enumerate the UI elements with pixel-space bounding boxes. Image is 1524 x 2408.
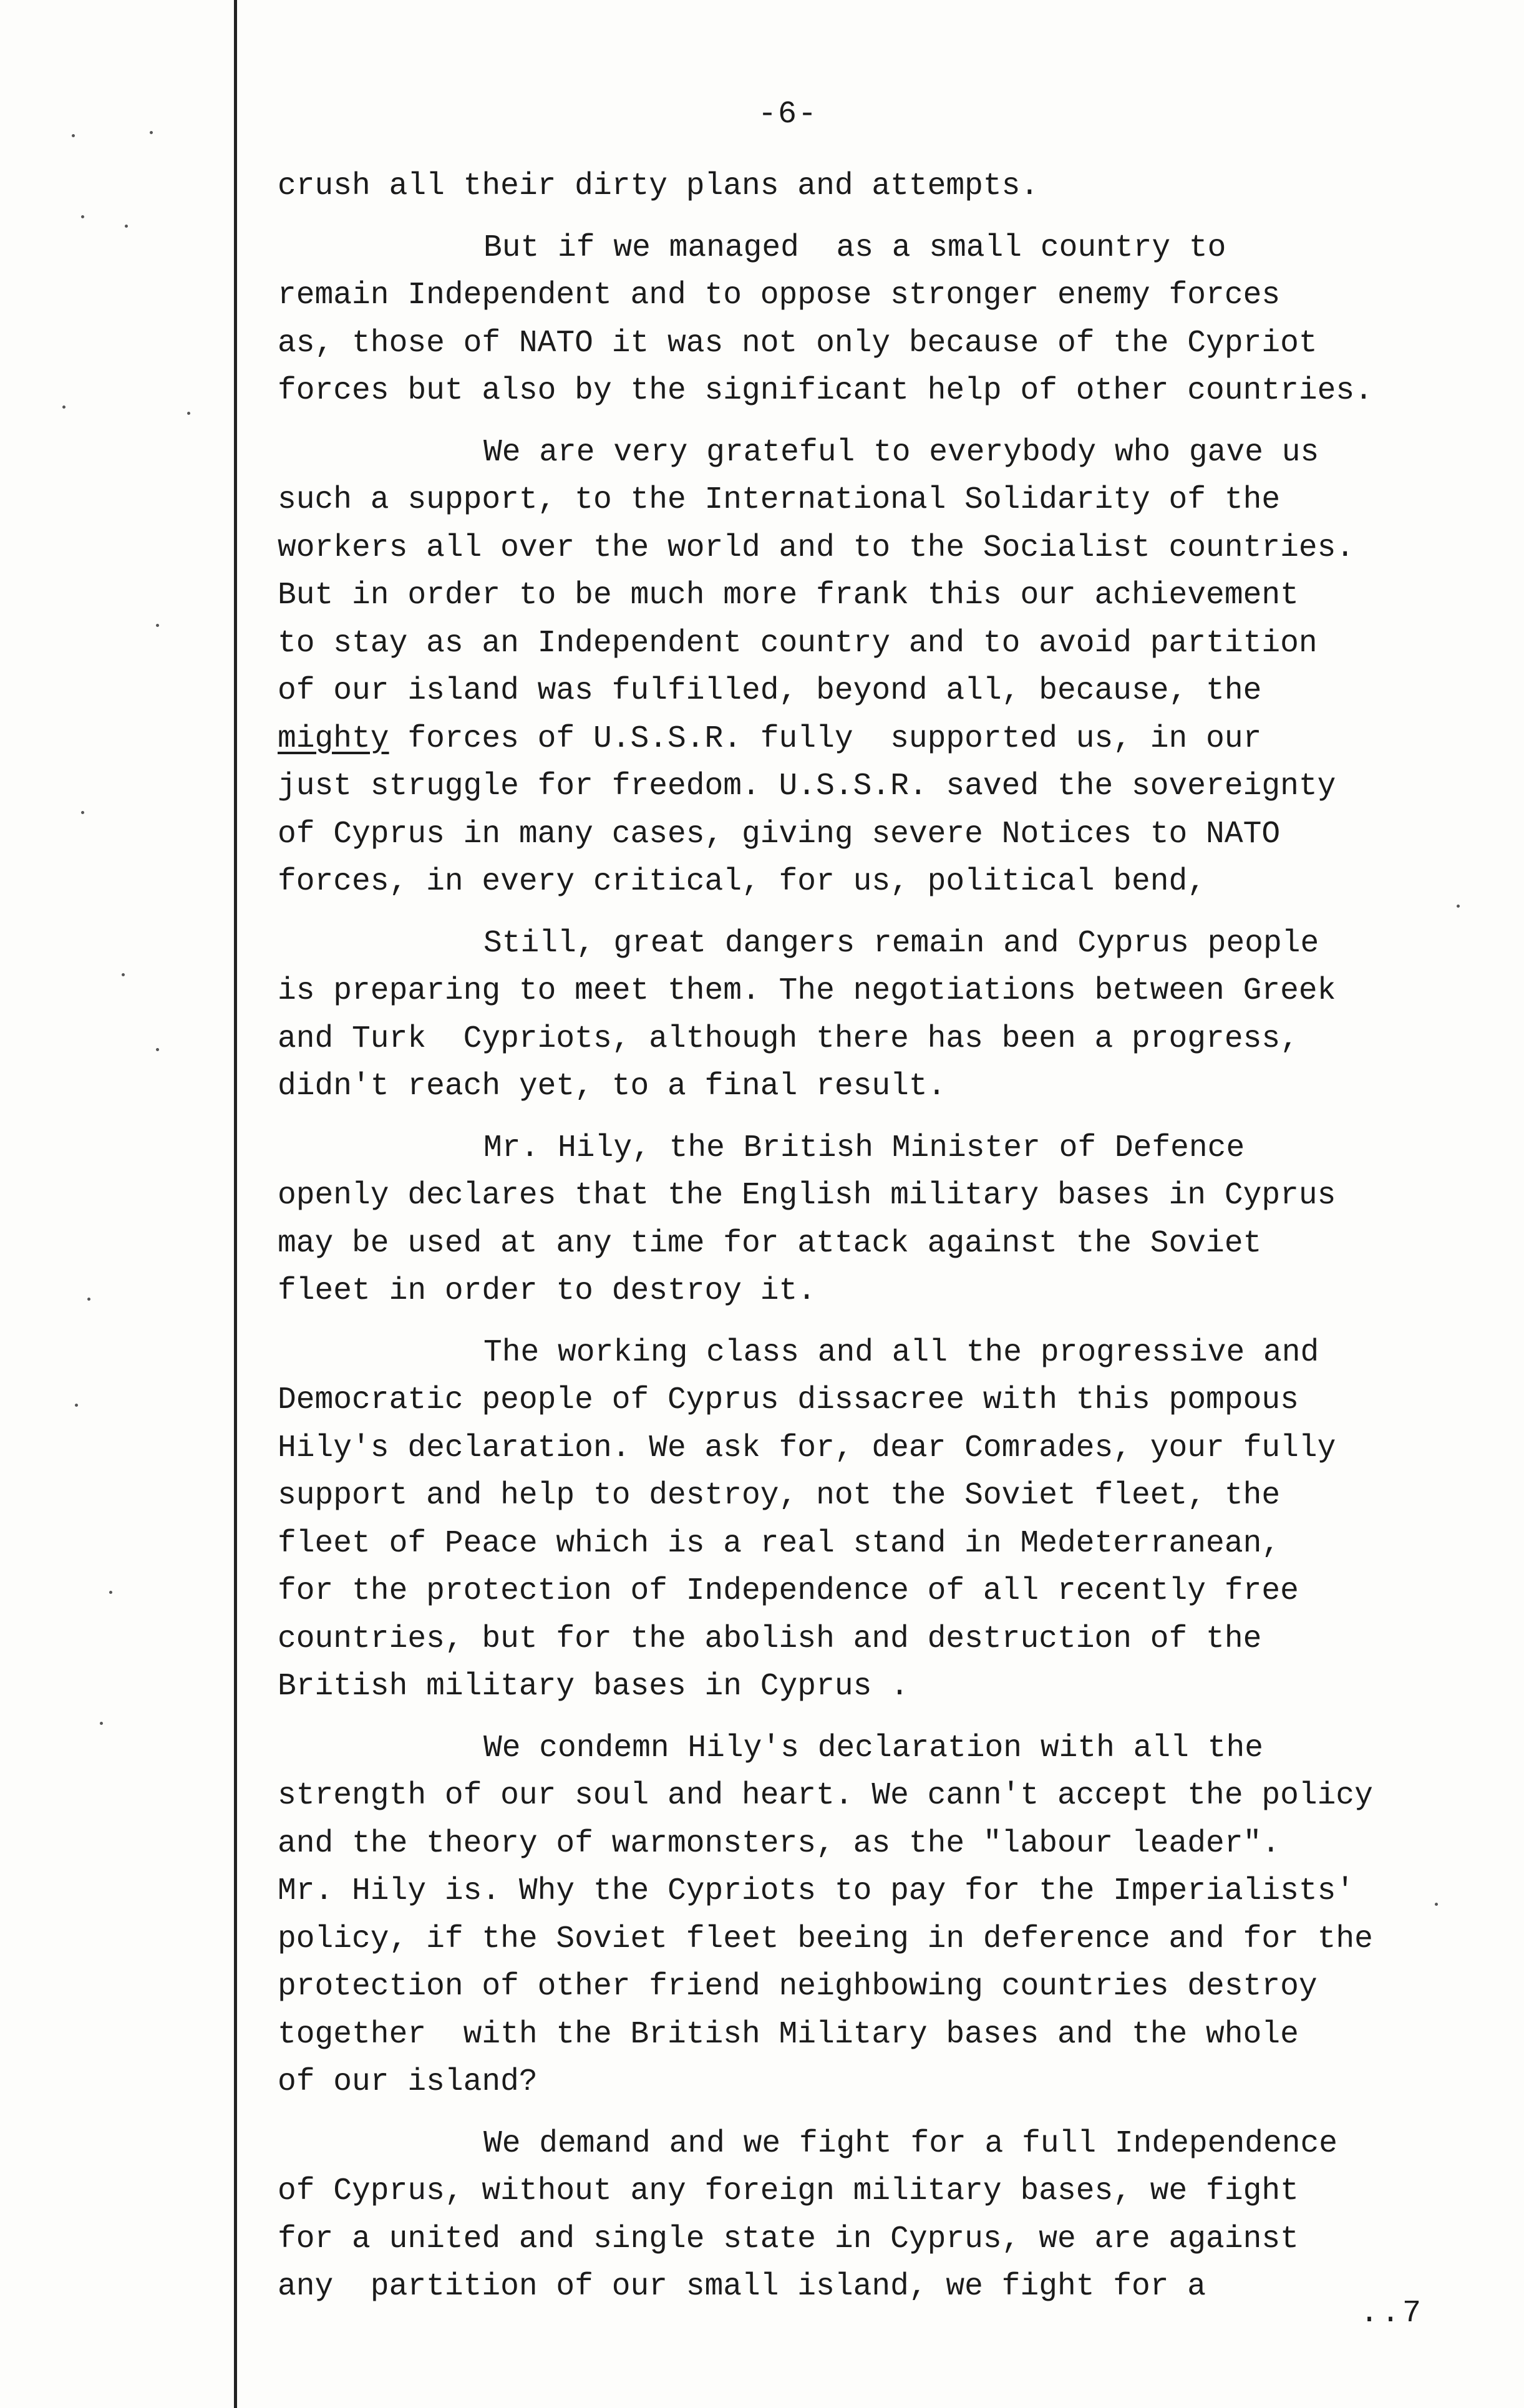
text-line: Democratic people of Cyprus dissacree with this pompous: [278, 1382, 1299, 1417]
text-line: forces, in every critical, for us, political bend,: [278, 864, 1206, 899]
scan-speck: [75, 1404, 78, 1407]
text-line: But if we managed as a small country to: [483, 230, 1226, 265]
text-line: as, those of NATO it was not only because of the Cypriot: [278, 325, 1318, 361]
scan-speck: [125, 225, 128, 228]
text-line: Mr. Hily, the British Minister of Defence: [483, 1130, 1245, 1165]
scan-speck: [109, 1591, 112, 1594]
text-line: openly declares that the English military bases in Cyprus: [278, 1178, 1336, 1213]
paragraph: [278, 1329, 1419, 1711]
text-line: just struggle for freedom. U.S.S.R. saved the sovereignty: [278, 769, 1336, 803]
underlined-word: mighty: [278, 721, 389, 756]
text-line: crush all their dirty plans and attempts.: [278, 168, 1039, 203]
text-line: didn't reach yet, to a final result.: [278, 1069, 946, 1104]
text-line: to stay as an Independent country and to avoid partition: [278, 625, 1318, 661]
scan-speck: [100, 1722, 103, 1725]
continuation-marker: ..7: [1360, 2296, 1424, 2331]
scan-speck: [156, 1048, 159, 1051]
document-body: [278, 162, 1419, 2324]
text-line: support and help to destroy, not the Soviet fleet, the: [278, 1478, 1281, 1513]
text-line: Still, great dangers remain and Cyprus people: [483, 925, 1319, 961]
text-line: strength of our soul and heart. We cann't accept the policy: [278, 1778, 1373, 1813]
text-line: is preparing to meet them. The negotiations between Greek: [278, 973, 1336, 1008]
text-line: any partition of our small island, we fight for a: [278, 2269, 1206, 2304]
text-line: protection of other friend neighbowing countries destroy: [278, 1969, 1318, 2004]
scan-speck: [150, 131, 153, 134]
text-line: policy, if the Soviet fleet beeing in deference and for the: [278, 1921, 1373, 1956]
text-line: and Turk Cypriots, although there has been a progress,: [278, 1021, 1299, 1056]
page-number: -6-: [758, 97, 818, 132]
text-line: of Cyprus in many cases, giving severe Notices to NATO: [278, 816, 1281, 852]
paragraph: [278, 920, 1419, 1110]
text-line: such a support, to the International Solidarity of the: [278, 482, 1281, 517]
text-line: countries, but for the abolish and destruction of the: [278, 1621, 1262, 1656]
text-line: We are very grateful to everybody who gave us: [483, 434, 1319, 470]
scan-speck: [187, 412, 190, 415]
paragraph: [278, 429, 1419, 906]
paragraph: [278, 224, 1419, 415]
text-line: Hily's declaration. We ask for, dear Comrades, your fully: [278, 1430, 1336, 1465]
paragraph: [278, 1124, 1419, 1315]
text-line: and the theory of warmonsters, as the "labour leader".: [278, 1825, 1281, 1861]
scan-speck: [62, 405, 66, 409]
scan-speck: [122, 973, 125, 976]
text-line: of our island was fulfilled, beyond all, because, the: [278, 673, 1262, 708]
text-line: The working class and all the progressive and: [483, 1334, 1319, 1370]
scan-speck: [156, 624, 159, 627]
paragraph: [278, 162, 1419, 210]
left-margin-rule: [234, 0, 237, 2408]
text-line: of our island?: [278, 2064, 538, 2099]
scan-speck: [81, 811, 84, 814]
text-line: fleet in order to destroy it.: [278, 1273, 817, 1308]
text-line: Mr. Hily is. Why the Cypriots to pay for the Imperialists': [278, 1873, 1355, 1908]
text-line: fleet of Peace which is a real stand in Medeterranean,: [278, 1525, 1281, 1561]
text-line-underlined-mighty: mighty forces of U.S.S.R. fully supported us, in our: [278, 721, 1262, 756]
paragraph: [278, 1724, 1419, 2106]
scan-speck: [81, 215, 84, 218]
scan-speck: [1457, 905, 1460, 908]
text-line: for the protection of Independence of all recently free: [278, 1573, 1299, 1608]
scan-speck: [1435, 1903, 1438, 1906]
text-line: British military bases in Cyprus .: [278, 1669, 909, 1704]
text-line: But in order to be much more frank this our achievement: [278, 578, 1299, 613]
text-line: We demand and we fight for a full Independence: [483, 2125, 1338, 2161]
text-line: We condemn Hily's declaration with all the: [483, 1730, 1263, 1765]
scan-speck: [87, 1298, 90, 1301]
text-line: of Cyprus, without any foreign military bases, we fight: [278, 2173, 1299, 2208]
paragraph: [278, 2120, 1419, 2311]
text-line: workers all over the world and to the Socialist countries.: [278, 530, 1355, 565]
text-line: forces but also by the significant help of other countries.: [278, 373, 1373, 408]
text-line: together with the British Military bases and the whole: [278, 2016, 1299, 2052]
text-line: for a united and single state in Cyprus, we are against: [278, 2221, 1299, 2256]
text-line: remain Independent and to oppose stronger enemy forces: [278, 278, 1281, 313]
scan-speck: [72, 134, 75, 137]
text-line: may be used at any time for attack against the Soviet: [278, 1225, 1262, 1261]
